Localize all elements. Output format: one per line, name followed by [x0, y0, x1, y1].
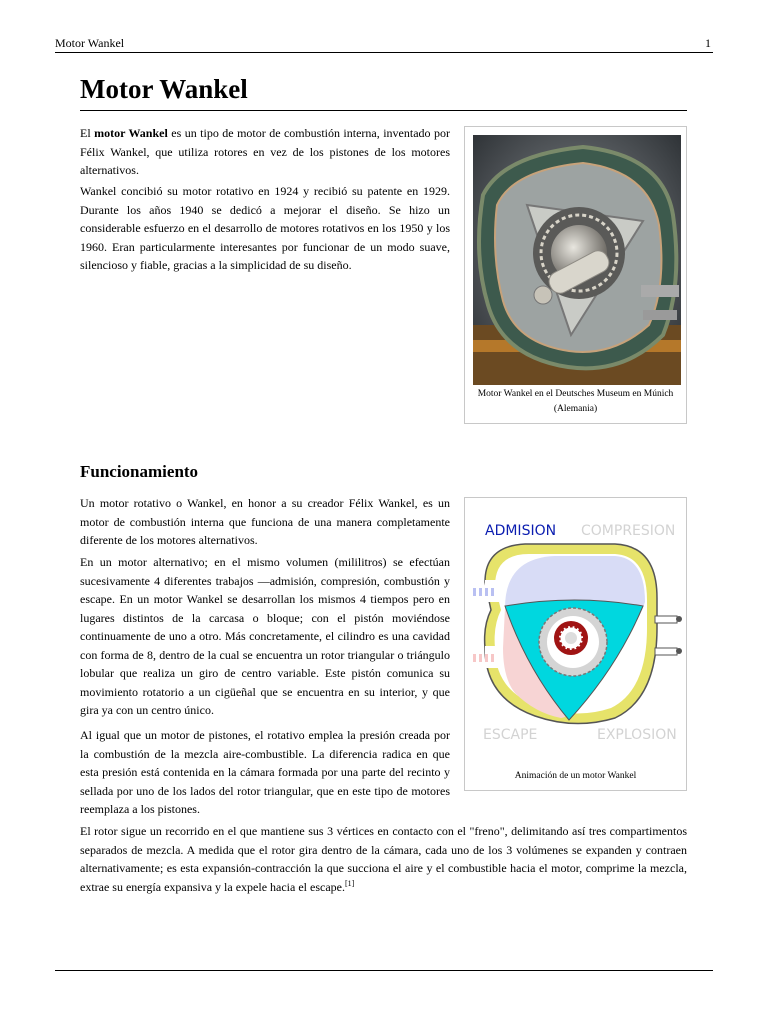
label-escape: ESCAPE: [483, 727, 538, 743]
wankel-engine-diagram: [465, 498, 686, 758]
section-paragraph-4: El rotor sigue un recorrido en el que mantiene sus 3 vértices en contacto con el "freno", delimitando así tres compartimentos separados de mezcla. A medida que el rotor gira dentro de la cámara, cada uno de los 3 volúmenes se expanden y contraen alternativamente; es esta expansión-contracción la que succiona el aire y el combustible hacia el motor, comprime la mezcla, extrae su energía expansiva y la expele hacia el escape.[1]: [80, 824, 687, 894]
figure-2-caption: Animación de un motor Wankel: [514, 771, 637, 781]
wankel-animation-figure: [464, 497, 687, 791]
bold-term: motor Wankel: [94, 126, 168, 140]
section-paragraph-2: En un motor alternativo; en el mismo volumen (mililitros) se efectúan sucesivamente 4 diferentes trabajos —admisión, compresión, combustión y escape. En un motor Wankel se desarrollan los mismos 4 tiempos pero en lugares distintos de la carcasa o bloque; con el pistón moviéndose continuamente de uno a otro. Más concretamente, el cilindro es una cavidad con forma de 8, dentro de la cual se encuentra un rotor triangular o triángulo lobular que realiza un giro de centro variable. Este pistón comunica su movimiento rotatorio a un cigüeñal que se encuentra en su interior, y que gira ya con un centro único.: [80, 555, 450, 717]
page-number: 1: [705, 36, 711, 50]
intro-paragraph-2: Wankel concibió su motor rotativo en 1924 y recibió su patente en 1929. Durante los años 1940 se dedicó a mejorar el diseño. Se hizo un considerable esfuerzo en el desarrollo de motores rotativos en los 1950 y los 1960. Eran particularmente interesantes por funcionar de un modo suave, silencioso y fiable, gracias a la simplicidad de su diseño.: [80, 184, 450, 272]
label-explosion: EXPLOSION: [597, 727, 677, 743]
footer-divider: [55, 970, 713, 971]
section-paragraph-1: Un motor rotativo o Wankel, en honor a su creador Félix Wankel, es un motor de combustión interna que funciona de una manera completamente diferente de los motores alternativos.: [80, 496, 450, 547]
running-header-title: Motor Wankel: [55, 36, 125, 50]
running-header: [55, 36, 713, 53]
reference-link[interactable]: [1]: [344, 878, 355, 888]
section-heading: Funcionamiento: [80, 462, 199, 481]
intro-paragraph-1: El motor Wankel es un tipo de motor de combustión interna, inventado por Félix Wankel, que utiliza rotores en vez de los pistones de los motores alternativos.: [80, 126, 450, 177]
title-divider: [80, 110, 687, 111]
label-compresion: COMPRESION: [581, 523, 676, 539]
engine-photo-figure: [464, 126, 687, 424]
wankel-engine-photo: [473, 135, 681, 385]
label-admision: ADMISION: [485, 523, 557, 539]
page-title: Motor Wankel: [80, 74, 248, 104]
figure-1-caption: Motor Wankel en el Deutsches Museum en Múnich (Alemania): [477, 389, 674, 414]
section-paragraph-3: Al igual que un motor de pistones, el rotativo emplea la presión creada por la combustión de la mezcla aire-combustible. La diferencia radica en que esta presión está contenida en la cámara formada por una parte del recinto y sellada por uno de los lados del rotor triangular, que en este tipo de motores reemplaza a los pistones.: [80, 728, 450, 816]
